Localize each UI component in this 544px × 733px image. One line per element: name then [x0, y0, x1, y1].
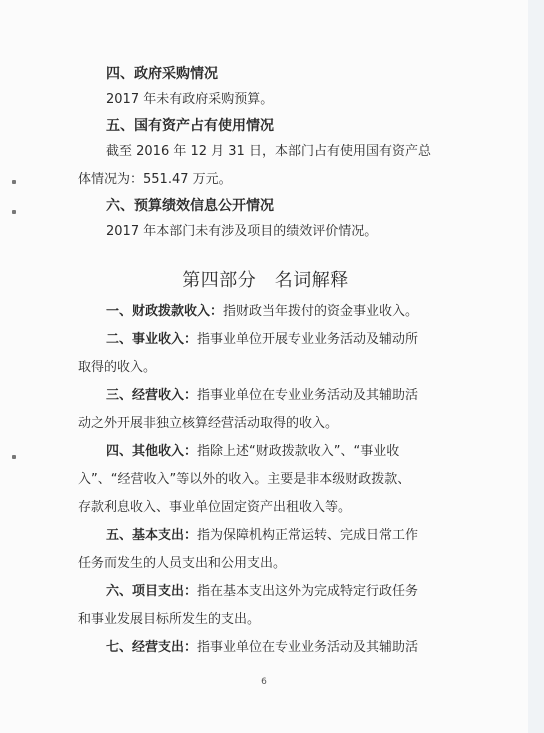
definition-text: 指事业单位在专业业务活动及其辅助活	[197, 388, 419, 403]
section-text-gov-procurement: 2017 年未有政府采购预算。	[106, 92, 274, 107]
page-content	[78, 62, 453, 662]
definition-text-cont: 存款利息收入、事业单位固定资产出租收入等。	[78, 500, 352, 515]
definition-item	[78, 578, 453, 606]
definition-text: 指在基本支出这外为完成特定行政任务	[197, 584, 419, 599]
scan-speck	[12, 455, 16, 459]
definition-item	[78, 298, 453, 326]
definition-text-cont: 和事业发展目标所发生的支出。	[78, 612, 261, 627]
definition-text: 指事业单位在专业业务活动及其辅助活	[197, 640, 419, 655]
definition-text: 指财政当年拨付的资金事业收入。	[223, 304, 419, 319]
section-text-state-assets-line2: 体情况为：551.47 万元。	[78, 172, 232, 187]
definition-text: 指为保障机构正常运转、完成日常工作	[197, 528, 419, 543]
section-heading-gov-procurement: 四、政府采购情况	[106, 66, 218, 82]
definition-term: 二、事业收入：	[106, 332, 198, 347]
part4-title: 第四部分 名词解释	[182, 270, 349, 291]
definition-term: 四、其他收入：	[106, 444, 198, 459]
definition-term: 七、经营支出：	[106, 640, 198, 655]
viewer-right-strip	[528, 0, 544, 733]
definition-term: 五、基本支出：	[106, 528, 198, 543]
definition-text-cont: 任务而发生的人员支出和公用支出。	[78, 556, 287, 571]
definition-item	[78, 326, 453, 354]
section-heading-state-assets: 五、国有资产占有使用情况	[106, 118, 274, 134]
definition-term: 三、经营收入：	[106, 388, 198, 403]
definition-text: 指除上述“财政拨款收入”、“事业收	[197, 444, 400, 459]
definition-text-cont: 动之外开展非独立核算经营活动取得的收入。	[78, 416, 339, 431]
definition-item	[78, 438, 453, 466]
section-text-performance: 2017 年本部门未有涉及项目的绩效评价情况。	[106, 224, 378, 239]
definition-term: 六、项目支出：	[106, 584, 198, 599]
definition-item	[78, 634, 453, 662]
scan-speck	[12, 180, 16, 184]
definition-item	[78, 382, 453, 410]
definition-text-cont: 入”、“经营收入”等以外的收入。主要是非本级财政拨款、	[78, 472, 411, 487]
definition-term: 一、财政拨款收入：	[106, 304, 224, 319]
section-heading-performance: 六、预算绩效信息公开情况	[106, 198, 274, 214]
definition-text-cont: 取得的收入。	[78, 360, 157, 375]
page-number: 6	[261, 677, 267, 687]
section-text-state-assets-line1: 截至 2016 年 12 月 31 日，本部门占有使用国有资产总	[106, 144, 431, 159]
definition-text: 指事业单位开展专业业务活动及辅动所	[197, 332, 419, 347]
definition-item	[78, 522, 453, 550]
scan-speck	[12, 210, 16, 214]
